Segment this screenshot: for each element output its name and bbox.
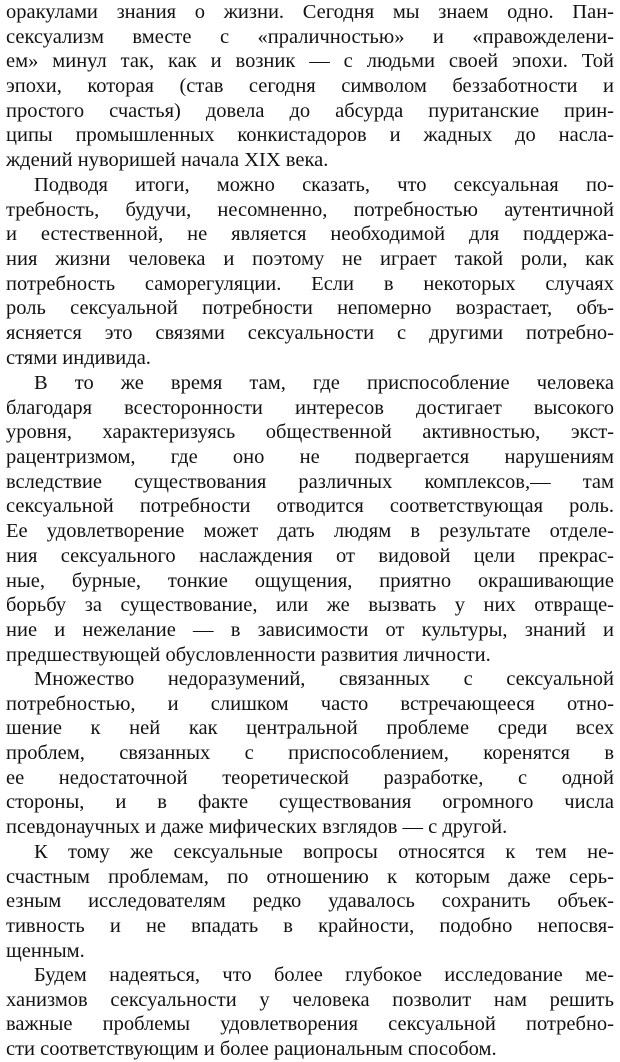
text-line: стороны, и в факте существования огромного числа bbox=[6, 791, 614, 814]
text-line: благодаря всесторонности интересов достигает высокого bbox=[6, 396, 614, 419]
text-line: рацентризмом, где оно не подвергается нарушениям bbox=[6, 446, 614, 469]
text-line: тивность и не впадать в крайности, подобно непосвя- bbox=[6, 915, 614, 938]
text-line: езным исследователям редко удавалось сохранить объек- bbox=[6, 890, 614, 913]
text-line: ние и нежелание — в зависимости от культуры, знаний и bbox=[6, 618, 614, 641]
text-line: простого счастья) довела до абсурда пуританские прин- bbox=[6, 99, 614, 122]
text-line: предшествующей обусловленности развития личности. bbox=[6, 643, 491, 666]
text-line: ясняется это связями сексуальности с другими потребно- bbox=[6, 322, 614, 345]
text-line: Ее удовлетворение может дать людям в результате отделе- bbox=[6, 520, 614, 543]
text-line: щенным. bbox=[6, 939, 85, 962]
text-line: ципы промышленных конкистадоров и жадных до насла- bbox=[6, 124, 614, 147]
text-line: борьбу за существование, или же вызвать у них отвраще- bbox=[6, 594, 614, 617]
text-line: ханизмов сексуальности у человека позволит нам решить bbox=[6, 988, 614, 1011]
text-line: сексуализм вместе с «праличностью» и «правожделени- bbox=[6, 25, 614, 48]
text-line: оракулами знания о жизни. Сегодня мы знаем одно. Пан- bbox=[6, 1, 614, 23]
text-line: важные проблемы удовлетворения сексуальной потребно- bbox=[6, 1013, 614, 1036]
text-line: роль сексуальной потребности непомерно возрастает, объ- bbox=[6, 297, 614, 320]
text-line: ные, бурные, тонкие ощущения, приятно окрашивающие bbox=[6, 569, 614, 592]
text-line: Будем надеяться, что более глубокое исследование ме- bbox=[34, 964, 614, 986]
text-line: Подводя итоги, можно сказать, что сексуальная по- bbox=[34, 174, 614, 196]
text-line: эпохи, которая (став сегодня символом беззаботности и bbox=[6, 75, 614, 98]
paragraph bbox=[6, 173, 614, 371]
text-line: Множество недоразумений, связанных с сексуальной bbox=[34, 668, 614, 690]
text-line: шение к ней как центральной проблеме среди всех bbox=[6, 717, 614, 740]
text-line: ее недостаточной теоретической разработке, с одной bbox=[6, 766, 614, 789]
text-line: ждений нуворишей начала XIX века. bbox=[6, 149, 329, 172]
text-line: псевдонаучных и даже мифических взглядов — с другой. bbox=[6, 816, 508, 839]
paragraph bbox=[6, 667, 614, 840]
text-line: сексуальной потребности отводится соответствующая роль. bbox=[6, 495, 614, 518]
text-line: вследствие существования различных комплексов,— там bbox=[6, 470, 614, 493]
text-line: проблем, связанных с приспособлением, коренятся в bbox=[6, 742, 614, 765]
paragraph bbox=[6, 840, 614, 963]
paragraph bbox=[6, 963, 614, 1062]
paragraph bbox=[6, 0, 614, 173]
text-line: требность, будучи, несомненно, потребностью аутентичной bbox=[6, 198, 614, 221]
text-line: ния сексуального наслаждения от видовой цели прекрас- bbox=[6, 544, 614, 567]
paragraph bbox=[6, 371, 614, 667]
text-line: сти соответствующим и более рациональным способом. bbox=[6, 1038, 497, 1061]
text-line: потребность саморегуляции. Если в некоторых случаях bbox=[6, 272, 614, 295]
text-line: уровня, характеризуясь общественной активностью, экст- bbox=[6, 421, 614, 444]
text-line: ния жизни человека и поэтому не играет такой роли, как bbox=[6, 248, 614, 271]
text-line: К тому же сексуальные вопросы относятся к тем не- bbox=[34, 841, 614, 863]
text-line: ем» минул так, как и возник — с людьми своей эпохи. Той bbox=[6, 50, 614, 73]
text-line: потребностью, и слишком часто встречающееся отно- bbox=[6, 692, 614, 715]
text-line: счастным проблемам, по отношению к которым даже серь- bbox=[6, 865, 614, 888]
text-line: В то же время там, где приспособление человека bbox=[34, 372, 614, 394]
text-line: стями индивида. bbox=[6, 346, 151, 369]
text-line: и естественной, не является необходимой для поддержа- bbox=[6, 223, 614, 246]
